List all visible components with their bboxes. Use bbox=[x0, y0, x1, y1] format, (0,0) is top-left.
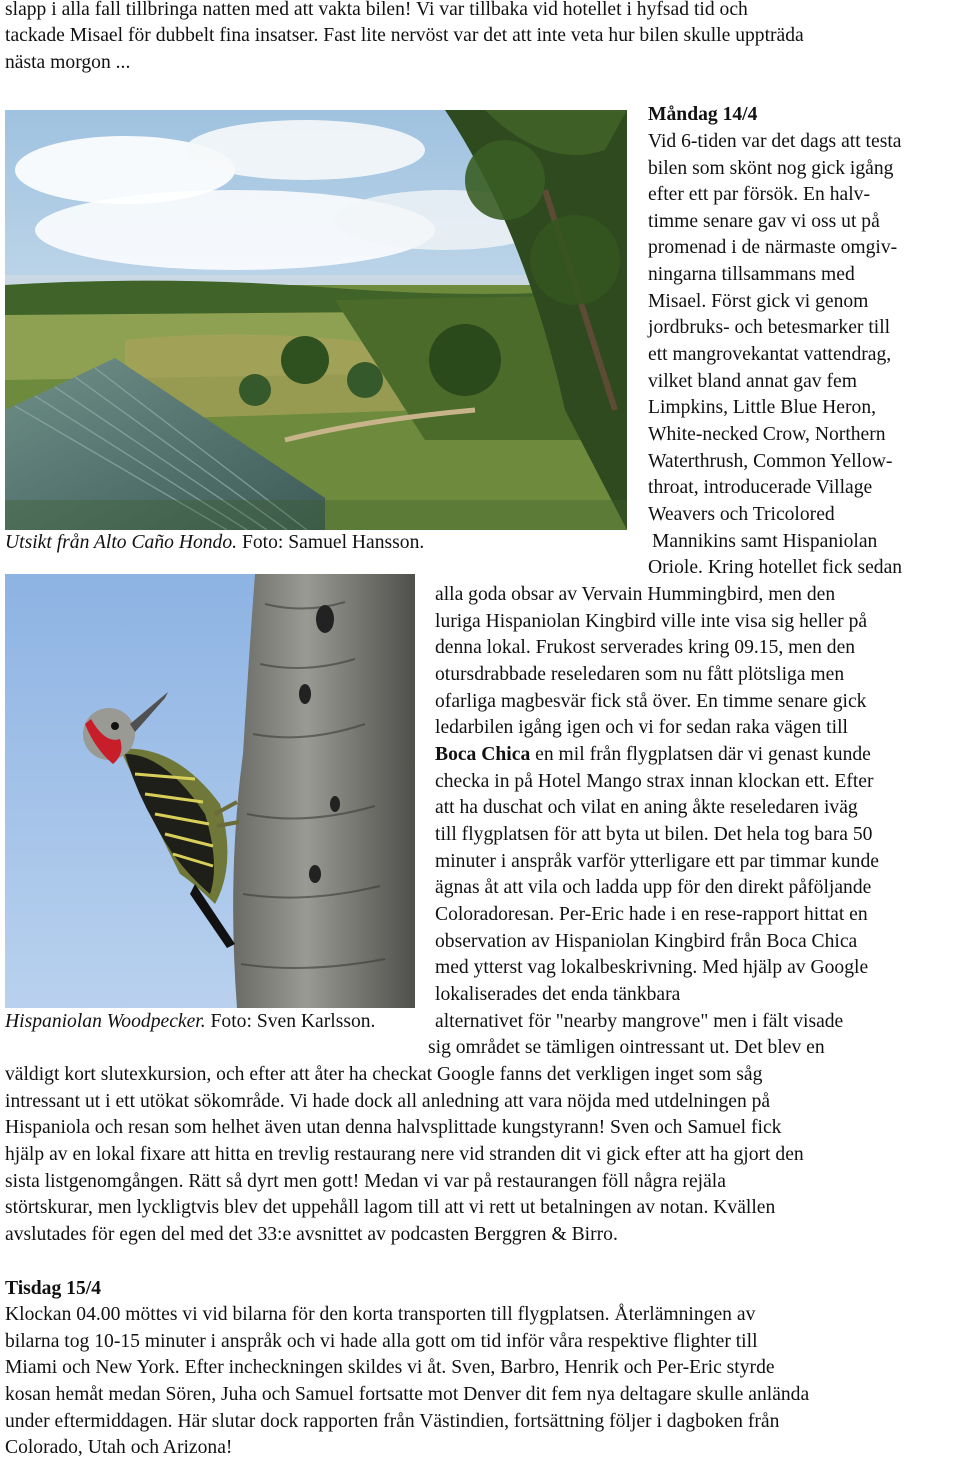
text-line: otursdrabbade reseledaren som nu fått plötsliga men bbox=[435, 664, 845, 685]
text-line: efter ett par försök. En halv- bbox=[648, 184, 870, 205]
text-line: vilket bland annat gav fem bbox=[648, 371, 857, 392]
text-line: Hispaniola och resan som helhet även utan denna halvsplittade kungstyrann! Sven och Samuel fick bbox=[5, 1117, 782, 1138]
text-line: Limpkins, Little Blue Heron, bbox=[648, 397, 877, 418]
text-line: kosan hemåt medan Sören, Juha och Samuel fortsatte mot Denver dit fem nya deltagare skulle anlända bbox=[5, 1384, 810, 1405]
text-line: ledarbilen igång igen och vi for sedan raka vägen till bbox=[435, 717, 848, 738]
text-line: denna lokal. Frukost serverades kring 09.15, men den bbox=[435, 637, 856, 658]
caption-credit: Foto: Sven Karlsson. bbox=[205, 1011, 376, 1032]
intro-line: tackade Misael för dubbelt fina insatser. Fast lite nervöst var det att inte veta hur bilen skulle uppträda bbox=[5, 25, 804, 46]
text-line: throat, introducerade Village bbox=[648, 477, 873, 498]
text-line: ett mangrovekantat vattendrag, bbox=[648, 344, 892, 365]
text-line: White-necked Crow, Northern bbox=[648, 424, 886, 445]
text-line: luriga Hispaniolan Kingbird ville inte visa sig heller på bbox=[435, 611, 868, 632]
text-line: ofarliga magbesvär fick stå över. En timme senare gick bbox=[435, 691, 867, 712]
text-line: Misael. Först gick vi genom bbox=[648, 291, 869, 312]
woodpecker-photo bbox=[5, 574, 415, 1008]
text-line: promenad i de närmaste omgiv- bbox=[648, 237, 898, 258]
place-name: Boca Chica bbox=[435, 744, 531, 765]
text-line: jordbruks- och betesmarker till bbox=[648, 317, 891, 338]
text-line: Weavers och Tricolored bbox=[648, 504, 835, 525]
text-line: lokaliserades det enda tänkbara bbox=[435, 984, 681, 1005]
text-line: störtskurar, men lyckligtvis blev det uppehåll lagom till att vi rett ut betalningen av notan. Kvällen bbox=[5, 1197, 776, 1218]
text-line: Oriole. Kring hotellet fick sedan bbox=[648, 557, 903, 578]
caption-title: Hispaniolan Woodpecker. bbox=[5, 1011, 206, 1032]
text-line: checka in på Hotel Mango strax innan klockan ett. Efter bbox=[435, 771, 874, 792]
text-line: sig området se tämligen ointressant ut. Det blev en bbox=[428, 1037, 825, 1058]
tuesday-heading: Tisdag 15/4 bbox=[5, 1278, 102, 1299]
text-line: Colorado, Utah och Arizona! bbox=[5, 1437, 233, 1458]
text-line: intressant ut i ett utökat sökområde. Vi hade dock all anledning att vara nöjda med utdelningen på bbox=[5, 1091, 771, 1112]
text-line: med ytterst vag lokalbeskrivning. Med hjälp av Google bbox=[435, 957, 869, 978]
text-line: ningarna tillsammans med bbox=[648, 264, 855, 285]
text-span: en mil från flygplatsen där vi genast kunde bbox=[530, 744, 871, 765]
caption-credit: Foto: Samuel Hansson. bbox=[237, 532, 425, 553]
text-line: Klockan 04.00 möttes vi vid bilarna för den korta transporten till flygplatsen. Återlämningen av bbox=[5, 1304, 756, 1325]
text-line: bilarna tog 10-15 minuter i anspråk och vi hade alla gott om tid inför våra respektive flighter till bbox=[5, 1331, 758, 1352]
text-line: Vid 6-tiden var det dags att testa bbox=[648, 131, 902, 152]
text-line: under eftermiddagen. Här slutar dock rapporten från Västindien, fortsättning följer i dagboken från bbox=[5, 1411, 780, 1432]
intro-line: slapp i alla fall tillbringa natten med att vakta bilen! Vi var tillbaka vid hotellet i hyfsad tid och bbox=[5, 0, 748, 20]
text-line: hjälp av en lokal fixare att hitta en trevlig restaurang nere vid stranden dit vi gick efter att ha gjort den bbox=[5, 1144, 804, 1165]
landscape-photo bbox=[5, 110, 627, 530]
text-line: ägnas åt att vila och ladda upp för den direkt påföljande bbox=[435, 877, 872, 898]
text-line: timme senare gav vi oss ut på bbox=[648, 211, 880, 232]
text-line: Waterthrush, Common Yellow- bbox=[648, 451, 893, 472]
text-line: alla goda obsar av Vervain Hummingbird, men den bbox=[435, 584, 836, 605]
woodpecker-caption bbox=[5, 1009, 375, 1036]
text-line: till flygplatsen för att byta ut bilen. Det hela tog bara 50 bbox=[435, 824, 873, 845]
text-line: observation av Hispaniolan Kingbird från Boca Chica bbox=[435, 931, 858, 952]
text-line bbox=[435, 742, 871, 769]
text-line: bilen som skönt nog gick igång bbox=[648, 158, 894, 179]
text-line: alternativet för "nearby mangrove" men i fält visade bbox=[435, 1011, 844, 1032]
text-line: avslutades för egen del med det 33:e avsnittet av podcasten Berggren & Birro. bbox=[5, 1224, 618, 1245]
caption-title: Utsikt från Alto Caño Hondo. bbox=[5, 532, 238, 553]
intro-line: nästa morgon ... bbox=[5, 52, 131, 73]
text-line: sista listgenomgången. Rätt så dyrt men gott! Medan vi var på restaurangen föll några rejäla bbox=[5, 1171, 726, 1192]
monday-heading: Måndag 14/4 bbox=[648, 104, 758, 125]
landscape-caption bbox=[5, 530, 424, 557]
text-line: Mannikins samt Hispaniolan bbox=[652, 531, 878, 552]
text-line: Coloradoresan. Per-Eric hade i en rese-rapport hittat en bbox=[435, 904, 868, 925]
text-line: Miami och New York. Efter incheckningen skildes vi åt. Sven, Barbro, Henrik och Per-Eric styrde bbox=[5, 1357, 775, 1378]
text-line: minuter i anspråk varför ytterligare ett par timmar kunde bbox=[435, 851, 879, 872]
text-line: väldigt kort slutexkursion, och efter att åter ha checkat Google fanns det verkligen inget som såg bbox=[5, 1064, 763, 1085]
text-line: att ha duschat och vilat en aning åkte reseledaren iväg bbox=[435, 797, 858, 818]
